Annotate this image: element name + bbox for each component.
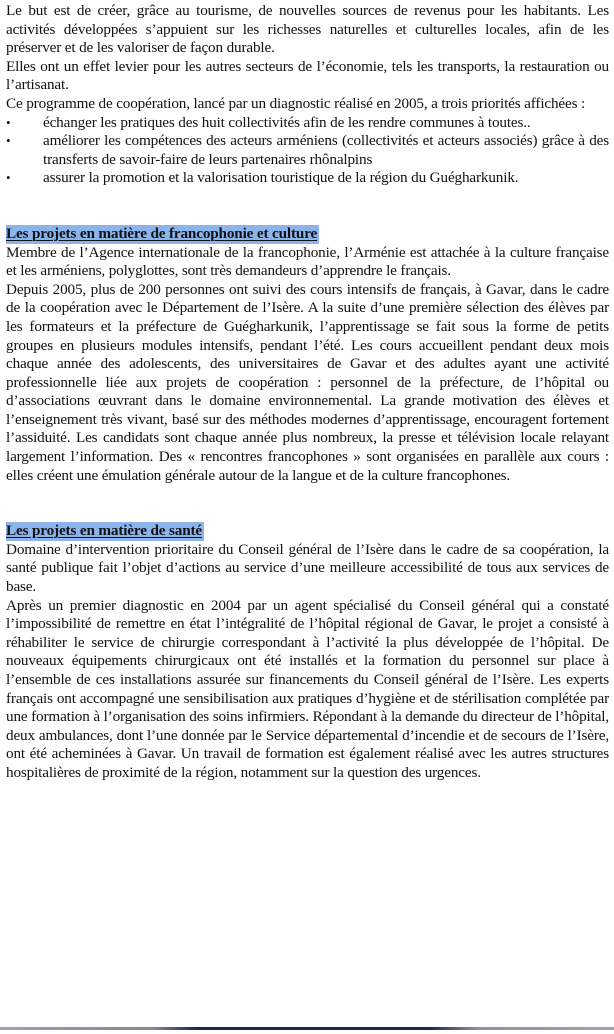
sante-section	[6, 522, 609, 782]
bullet-icon: •	[6, 133, 11, 149]
spacer	[6, 485, 609, 522]
intro-paragraph-1: Le but est de créer, grâce au tourisme, de nouvelles sources de revenus pour les habitants. Les activités développées s’appuient sur les richesses naturelles et culturelles locales, afin de les préserver et de les valoriser de façon durable.	[6, 2, 609, 57]
francophonie-section	[6, 225, 609, 485]
francophonie-paragraph-2: Depuis 2005, plus de 200 personnes ont suivi des cours intensifs de français, à Gavar, dans le cadre de la coopération avec le Département de l’Isère. A la suite d’une première sélection des élèves par les formateurs et la préfecture de Guégharkunik, l’apprentissage se fait sous la forme de petits groupes en plusieurs modules intensifs, pendant l’été. Les cours accueillent pendant deux mois chaque année des adolescents, des universitaires de Gavar et des adultes ayant une activité professionnelle liée aux projets de coopération : personnel de la préfecture, de l’hôpital ou d’associations œuvrant dans le domaine environnemental. La grande motivation des élèves et l’enseignement très vivant, basé sur des méthodes modernes d’apprentissage, encouragent fortement l’assiduité. Les candidats sont chaque année plus nombreux, la presse et télévision locale relayant largement l’information. Des « rencontres francophones » sont organisées en parallèle aux cours : elles créent une émulation générale autour de la langue et de la culture francophones.	[6, 280, 609, 484]
list-item-text: améliorer les compétences des acteurs arméniens (collectivités et acteurs associés) grâce à des transferts de savoir-faire de leurs partenaires rhônalpins	[43, 132, 609, 168]
list-item	[6, 169, 609, 188]
intro-paragraph-3: Ce programme de coopération, lancé par un diagnostic réalisé en 2005, a trois priorités affichées :	[6, 94, 586, 112]
list-item	[6, 114, 609, 133]
list-item-text: assurer la promotion et la valorisation touristique de la région du Guégharkunik.	[43, 169, 519, 187]
list-item-text: échanger les pratiques des huit collectivités afin de les rendre communes à toutes..	[43, 113, 531, 131]
document-page	[6, 2, 609, 783]
sante-paragraph-2: Après un premier diagnostic en 2004 par un agent spécialisé du Conseil général qui a constaté l’impossibilité de remettre en état l’intégralité de l’hôpital régional de Gavar, le projet a consisté à réhabiliter le service de chirurgie correspondant à l’activité la plus développée de l’hôpital. De nouveaux équipements chirurgicaux ont été installés et la formation du personnel sur place à l’ensemble de ces installations assurée sur financements du Conseil général de l’Isère. Les experts français ont accompagné une sensibilisation aux pratiques d’hygiène et de stérilisation complétée par une formation à l’organisation des soins infirmiers. Répondant à la demande du directeur de l’hôpital, deux ambulances, dont l’une donnée par le Service départemental d’incendie et de secours de l’Isère, ont été acheminées à Gavar. Un travail de formation est également réalisé avec les autres structures hospitalières de proximité de la région, notamment sur la question des urgences.	[6, 596, 609, 781]
intro-section	[6, 2, 609, 188]
bullet-icon: •	[6, 170, 11, 186]
bullet-icon: •	[6, 114, 11, 130]
sante-paragraph-1: Domaine d’intervention prioritaire du Conseil général de l’Isère dans le cadre de sa coopération, la santé publique fait l’objet d’actions au service d’une meilleure accessibilité de tous aux services de base.	[6, 540, 609, 596]
priorities-list	[6, 114, 609, 188]
section-heading-sante: Les projets en matière de santé	[6, 522, 202, 540]
intro-paragraph-2: Elles ont un effet levier pour les autres secteurs de l’économie, tels les transports, la restauration ou l’artisanat.	[6, 57, 609, 94]
spacer	[6, 188, 609, 225]
footer-rule	[0, 1027, 614, 1030]
list-item	[6, 132, 609, 169]
section-heading-francophonie: Les projets en matière de francophonie et culture	[6, 224, 318, 242]
francophonie-paragraph-1: Membre de l’Agence internationale de la francophonie, l’Arménie est attachée à la culture française et les arméniens, polyglottes, sont très demandeurs d’apprendre le français.	[6, 243, 609, 280]
